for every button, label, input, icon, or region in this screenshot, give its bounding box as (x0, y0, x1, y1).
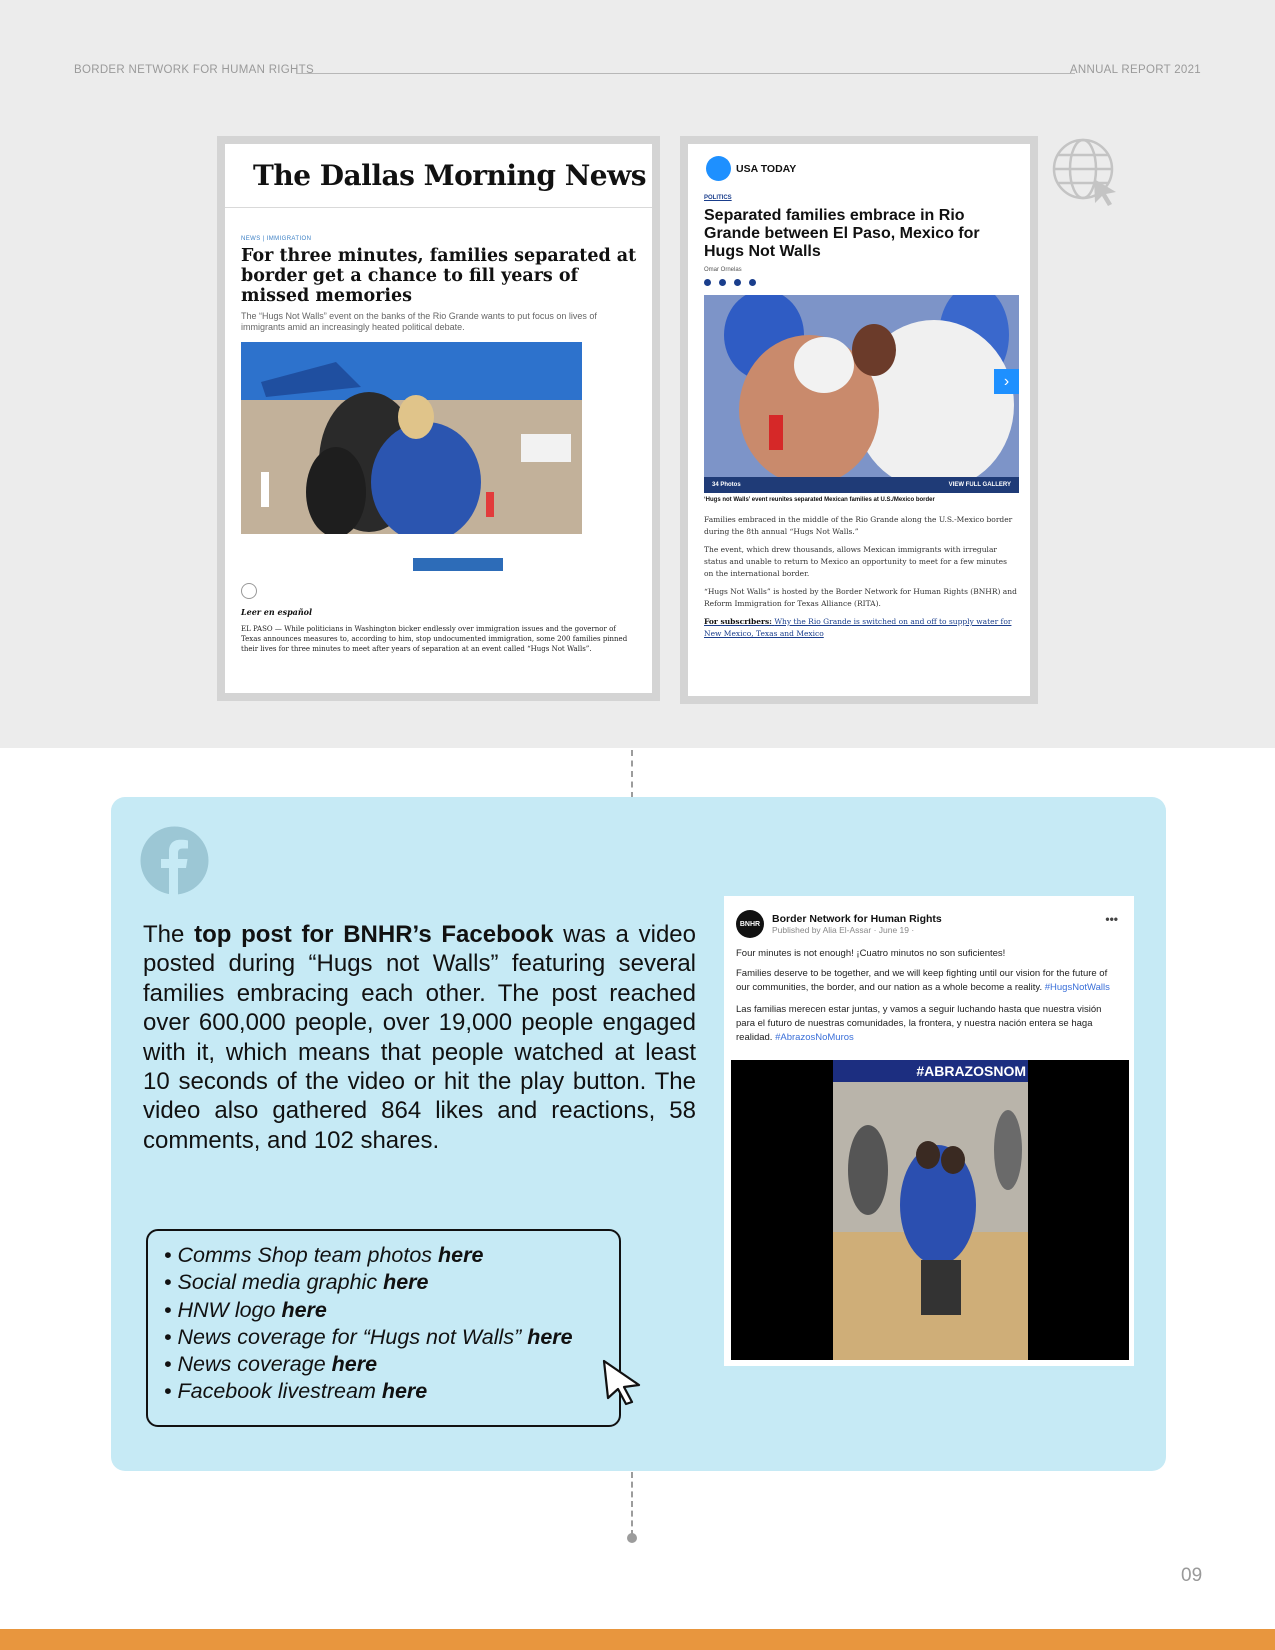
usat-photo (704, 295, 1019, 493)
page-number: 09 (1181, 1565, 1203, 1586)
link-item-news-coverage (164, 1351, 619, 1378)
dmn-dek: The “Hugs Not Walls” event on the banks of the Rio Grande wants to put focus on lives of immigrants amid an increasingly heated political debate. (241, 311, 597, 332)
header-rule (296, 73, 1075, 74)
resource-links-box (146, 1229, 621, 1427)
usat-subscribers-text[interactable]: Why the Rio Grande is switched on and off to supply water for New Mexico, Texas and Mexico (704, 617, 1012, 638)
usat-subscribers-link[interactable] (704, 616, 1018, 640)
usat-photo-caption: ‘Hugs not Walls’ event reunites separated Mexican families at U.S./Mexico border (704, 497, 935, 503)
mouse-cursor-icon (601, 1358, 645, 1406)
dmn-page (225, 144, 652, 693)
hashtag-link[interactable]: #HugsNotWalls (1044, 982, 1110, 993)
dmn-section: NEWS | IMMIGRATION (241, 236, 312, 242)
usat-subscribers-label: For subscribers: (704, 617, 772, 626)
connector-dot (627, 1533, 637, 1543)
dmn-play-icon[interactable] (241, 583, 257, 599)
globe-cursor-icon[interactable] (1050, 136, 1122, 208)
post-page-name[interactable]: Border Network for Human Rights (772, 913, 942, 925)
dallas-morning-news-clipping[interactable] (217, 136, 660, 701)
video-scene (833, 1060, 1028, 1360)
avatar[interactable]: BNHR (736, 910, 764, 938)
post-es-text: Las familias merecen estar juntas, y vamos a seguir luchando hasta que nuestra visión para el futuro de nuestras comunidades, la frontera, y nuestra nación entera se haga realidad. (736, 1004, 1102, 1043)
link-label: • Facebook livestream (164, 1379, 382, 1404)
post-text-en (736, 967, 1122, 995)
dmn-byline (241, 558, 652, 571)
dmn-body: EL PASO — While politicians in Washington bicker endlessly over immigration issues and the governor of Texas announces measures to, according to him, stop undocumented immigration, some 200 families pinned their lives for three minutes to meet after years of separation at an event called “Hugs Not Walls”. (241, 625, 628, 653)
link-here[interactable]: here (383, 1270, 429, 1295)
usat-kicker[interactable]: POLITICS (704, 195, 732, 201)
link-label: • HNW logo (164, 1297, 282, 1322)
post-line-1: Four minutes is not enough! ¡Cuatro minutos no son suficientes! (736, 948, 1006, 959)
usat-headline: Separated families embrace in Rio Grande between El Paso, Mexico for Hugs Not Walls (704, 207, 980, 260)
video-banner: #ABRAZOSNOM (833, 1060, 1028, 1082)
link-item-hnw-logo (164, 1297, 619, 1324)
usat-share-icons (704, 279, 1030, 286)
connector-line-bottom (631, 1472, 633, 1536)
footer-bar (0, 1629, 1275, 1650)
post-video[interactable] (731, 1060, 1129, 1360)
link-item-team-photos (164, 1242, 619, 1269)
header-report: ANNUAL REPORT 2021 (1069, 64, 1201, 76)
dmn-follow-button[interactable] (413, 558, 503, 571)
video-frame (833, 1060, 1028, 1360)
dmn-photo-caption (241, 539, 638, 546)
post-header (724, 896, 1134, 938)
twitter-share-icon[interactable] (719, 279, 726, 286)
usat-paragraph-3: “Hugs Not Walls” is hosted by the Border Network for Human Rights (BNHR) and Reform Immigration for Texas Alliance (RITA). (704, 587, 1017, 608)
email-share-icon[interactable] (734, 279, 741, 286)
link-label: • News coverage for “Hugs not Walls” (164, 1324, 528, 1349)
dmn-headline: For three minutes, families separated at border get a chance to fill years of missed memories (241, 246, 637, 306)
post-meta: Published by Alia El-Assar · June 19 · (772, 925, 915, 935)
usat-gallery-count: 34 Photos (712, 482, 741, 488)
link-label: • Comms Shop team photos (164, 1243, 439, 1267)
share-arrow-icon[interactable] (749, 279, 756, 286)
link-item-news-hugs-not-walls (164, 1324, 619, 1351)
dmn-photo-scene (241, 342, 582, 534)
connector-line-top (631, 750, 633, 798)
link-item-social-graphic (164, 1269, 619, 1296)
dmn-photo (241, 342, 582, 534)
facebook-share-icon[interactable] (704, 279, 711, 286)
usat-gallery-bar[interactable] (704, 477, 1019, 493)
summary-highlight: top post for BNHR’s Facebook (194, 921, 554, 948)
link-label: • News coverage (164, 1352, 332, 1377)
link-item-facebook-livestream (164, 1378, 619, 1405)
usat-next-arrow-icon[interactable]: › (994, 369, 1019, 394)
usat-logo-text: USA TODAY (736, 162, 797, 175)
post-more-icon[interactable]: ••• (1105, 912, 1118, 926)
link-here[interactable]: here (281, 1297, 327, 1322)
header-org: BORDER NETWORK FOR HUMAN RIGHTS (74, 64, 314, 76)
summary-lead: The (143, 921, 195, 948)
usat-page (688, 144, 1030, 696)
link-here[interactable]: here (438, 1243, 484, 1267)
usat-paragraph-1: Families embraced in the middle of the Rio Grande along the U.S.-Mexico border during the 8th annual “Hugs Not Walls.” (704, 515, 1013, 536)
usat-logo-dot-icon (706, 156, 731, 181)
hashtag-link[interactable]: #AbrazosNoMuros (775, 1032, 854, 1043)
facebook-icon[interactable] (140, 826, 209, 895)
usat-photo-scene (704, 295, 1019, 493)
facebook-summary (143, 920, 696, 1155)
summary-body: was a video posted during “Hugs not Walls” featuring several families embracing each other. The post reached over 600,000 people, over 19,000 people engaged with it, which means that people watched at least 10 seconds of the video or hit the play button. The video also gathered 864 likes and reactions, 58 comments, and 102 shares. (143, 921, 696, 1154)
usat-logo (706, 156, 1030, 181)
usa-today-clipping[interactable] (680, 136, 1038, 704)
usat-paragraph-2: The event, which drew thousands, allows Mexican immigrants with irregular status and unable to return to Mexico an opportunity to meet for a few minutes on the international border. (704, 545, 1007, 578)
facebook-post[interactable] (724, 896, 1134, 1366)
link-label: • Social media graphic (164, 1270, 384, 1295)
link-here[interactable]: here (527, 1324, 573, 1349)
link-here[interactable]: here (331, 1352, 378, 1377)
dmn-listen-row (241, 583, 652, 599)
usat-byline: Omar Ornelas (704, 267, 742, 273)
dmn-masthead: The Dallas Morning News (225, 144, 652, 208)
dmn-espanol-link[interactable]: Leer en español (241, 607, 313, 617)
post-author-block (764, 913, 942, 935)
usat-gallery-link[interactable]: VIEW FULL GALLERY (948, 482, 1011, 488)
post-text-es (736, 1003, 1122, 1045)
link-here[interactable]: here (381, 1379, 428, 1404)
post-en-text: Families deserve to be together, and we will keep fighting until our vision for the future of our communities, the border, and our nation as a whole become a reality. (736, 968, 1108, 993)
